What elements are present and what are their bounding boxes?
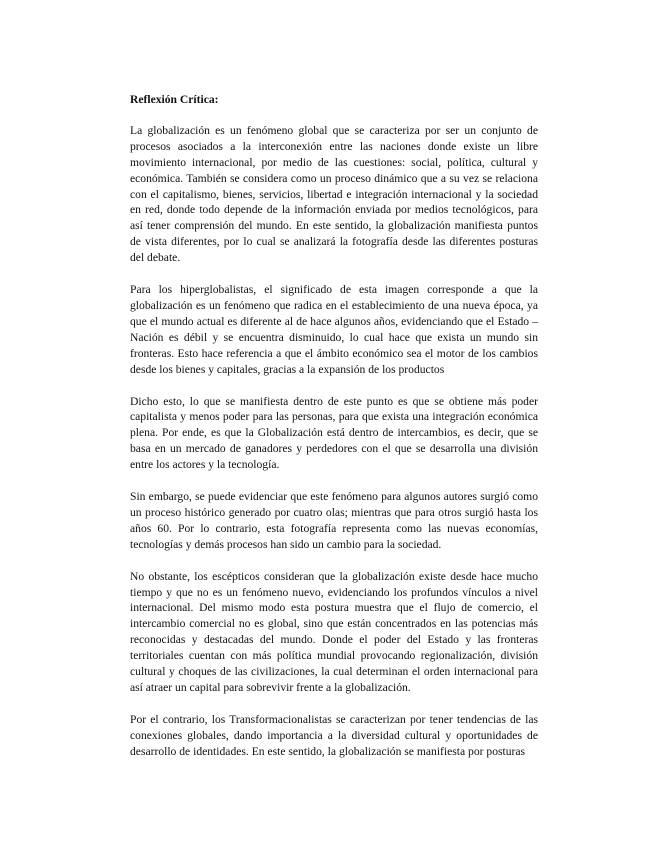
paragraph-escepticos: No obstante, los escépticos consideran que la globalización existe desde hace mucho tiempo y que no es un fenómeno nuevo, evidenciando los profundos vínculos a nivel internacional. Del mismo modo esta postura muestra que el flujo de comercio, el intercambio comercial no es global, sino que están concentrados en las potencias más reconocidas y destacadas del mundo. Donde el poder del Estado y las fronteras territoriales cuentan con más política mundial provocando regionalización, división cultural y choques de las civilizaciones, la cual determinan el orden internacional para así atraer un capital para sobrevivir frente a la globalización. [130,569,538,694]
paragraph-proceso-historico: Sin embargo, se puede evidenciar que este fenómeno para algunos autores surgió como un proceso histórico generado por cuatro olas; mientras que para otros surgió hasta los años 60. Por lo contrario, esta fotografía representa como las nuevas economías, tecnologías y demás procesos han sido un cambio para la sociedad. [130,490,538,551]
paragraph-transformacionalistas: Por el contrario, los Transformacionalistas se caracterizan por tener tendencias de las conexiones globales, dando importancia a la diversidad cultural y oportunidades de desarrollo de identidades. En este sentido, la globalización se manifiesta por posturas [130,712,538,758]
paragraph-intro: La globalización es un fenómeno global que se caracteriza por ser un conjunto de procesos asociados a la interconexión entre las naciones donde existe un libre movimiento internacional, por medio de las cuestiones: social, política, cultural y económica. También se considera como un proceso dinámico que a su vez se relaciona con el capitalismo, bienes, servicios, libertad e integración internacional y la sociedad en red, donde todo depende de la información enviada por medios tecnológicos, para así tener comprensión del mundo. En este sentido, la globalización manifiesta puntos de vista diferentes, por lo cual se analizará la fotografía desde las diferentes posturas del debate. [130,123,538,265]
section-heading: Reflexión Crítica: [130,93,219,106]
document-body [130,92,538,776]
paragraph-hiperglobalistas: Para los hiperglobalistas, el significado de esta imagen corresponde a que la globalización es un fenómeno que radica en el establecimiento de una nueva época, ya que el mundo actual es diferente al de hace algunos años, evidenciando que el Estado – Nación es débil y se encuentra disminuido, lo cual hace que exista un mundo sin fronteras. Esto hace referencia a que el ámbito económico sea el motor de los cambios desde los bienes y capitales, gracias a la expansión de los productos [130,283,538,376]
paragraph-poder-capitalista: Dicho esto, lo que se manifiesta dentro de este punto es que se obtiene más poder capitalista y menos poder para las personas, para que exista una integración económica plena. Por ende, es que la Globalización está dentro de intercambios, es decir, que se basa en un mercado de ganadores y perdedores con el que se desarrolla una división entre los actores y la tecnología. [130,394,538,472]
